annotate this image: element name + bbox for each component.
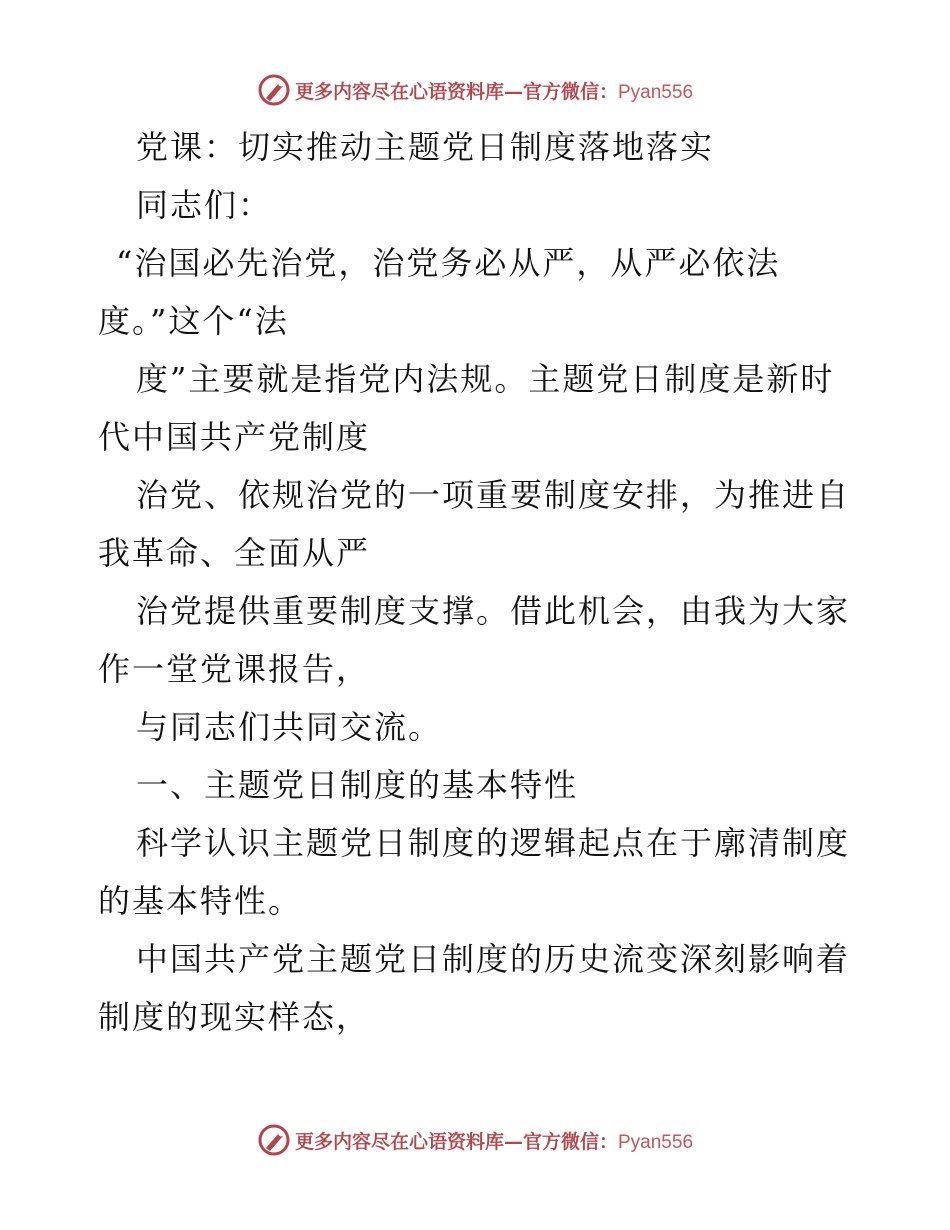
text-line: 我革命、全面从严: [98, 534, 371, 572]
text-line: 科学认识主题党日制度的逻辑起点在于廓清制度: [136, 824, 851, 862]
document-body: [98, 118, 858, 1046]
text-line: 作一堂党课报告，: [98, 650, 371, 688]
text-line: 制度的现实样态，: [98, 998, 371, 1036]
footer-watermark: [0, 1120, 950, 1160]
text-line: 度。”这个“法: [98, 302, 289, 340]
text-line: 度”主要就是指党内法规。主题党日制度是新时: [136, 360, 835, 398]
header-watermark: [0, 70, 950, 110]
salutation: 同志们：: [136, 186, 273, 224]
section-heading: 一、主题党日制度的基本特性: [136, 766, 579, 804]
banner-handle: Pyan556: [618, 81, 694, 103]
banner-handle: Pyan556: [618, 1131, 694, 1153]
banner-text: [295, 1127, 693, 1154]
pen-logo-icon: [257, 1123, 291, 1157]
banner-label: 官方微信：: [522, 1130, 618, 1153]
banner-separator: —: [503, 1130, 523, 1153]
banner-brand: 更多内容尽在心语资料库: [294, 1130, 504, 1153]
banner-brand: 更多内容尽在心语资料库: [294, 80, 504, 103]
text-line: 代中国共产党制度: [98, 418, 371, 456]
text-line: 的基本特性。: [98, 882, 303, 920]
text-line: 治党提供重要制度支撑。借此机会，由我为大家: [136, 592, 851, 630]
text-line: 治党、依规治党的一项重要制度安排，为推进自: [136, 476, 851, 514]
text-line: 与同志们共同交流。: [136, 708, 443, 746]
text-line: “治国必先治党，治党务必从严，从严必依法: [116, 244, 781, 282]
pen-logo-icon: [257, 73, 291, 107]
text-line: 中国共产党主题党日制度的历史流变深刻影响着: [136, 940, 851, 978]
banner-label: 官方微信：: [522, 80, 618, 103]
banner-separator: —: [503, 80, 523, 103]
banner-text: [295, 77, 693, 104]
document-title: 党课：切实推动主题党日制度落地落实: [136, 128, 715, 166]
